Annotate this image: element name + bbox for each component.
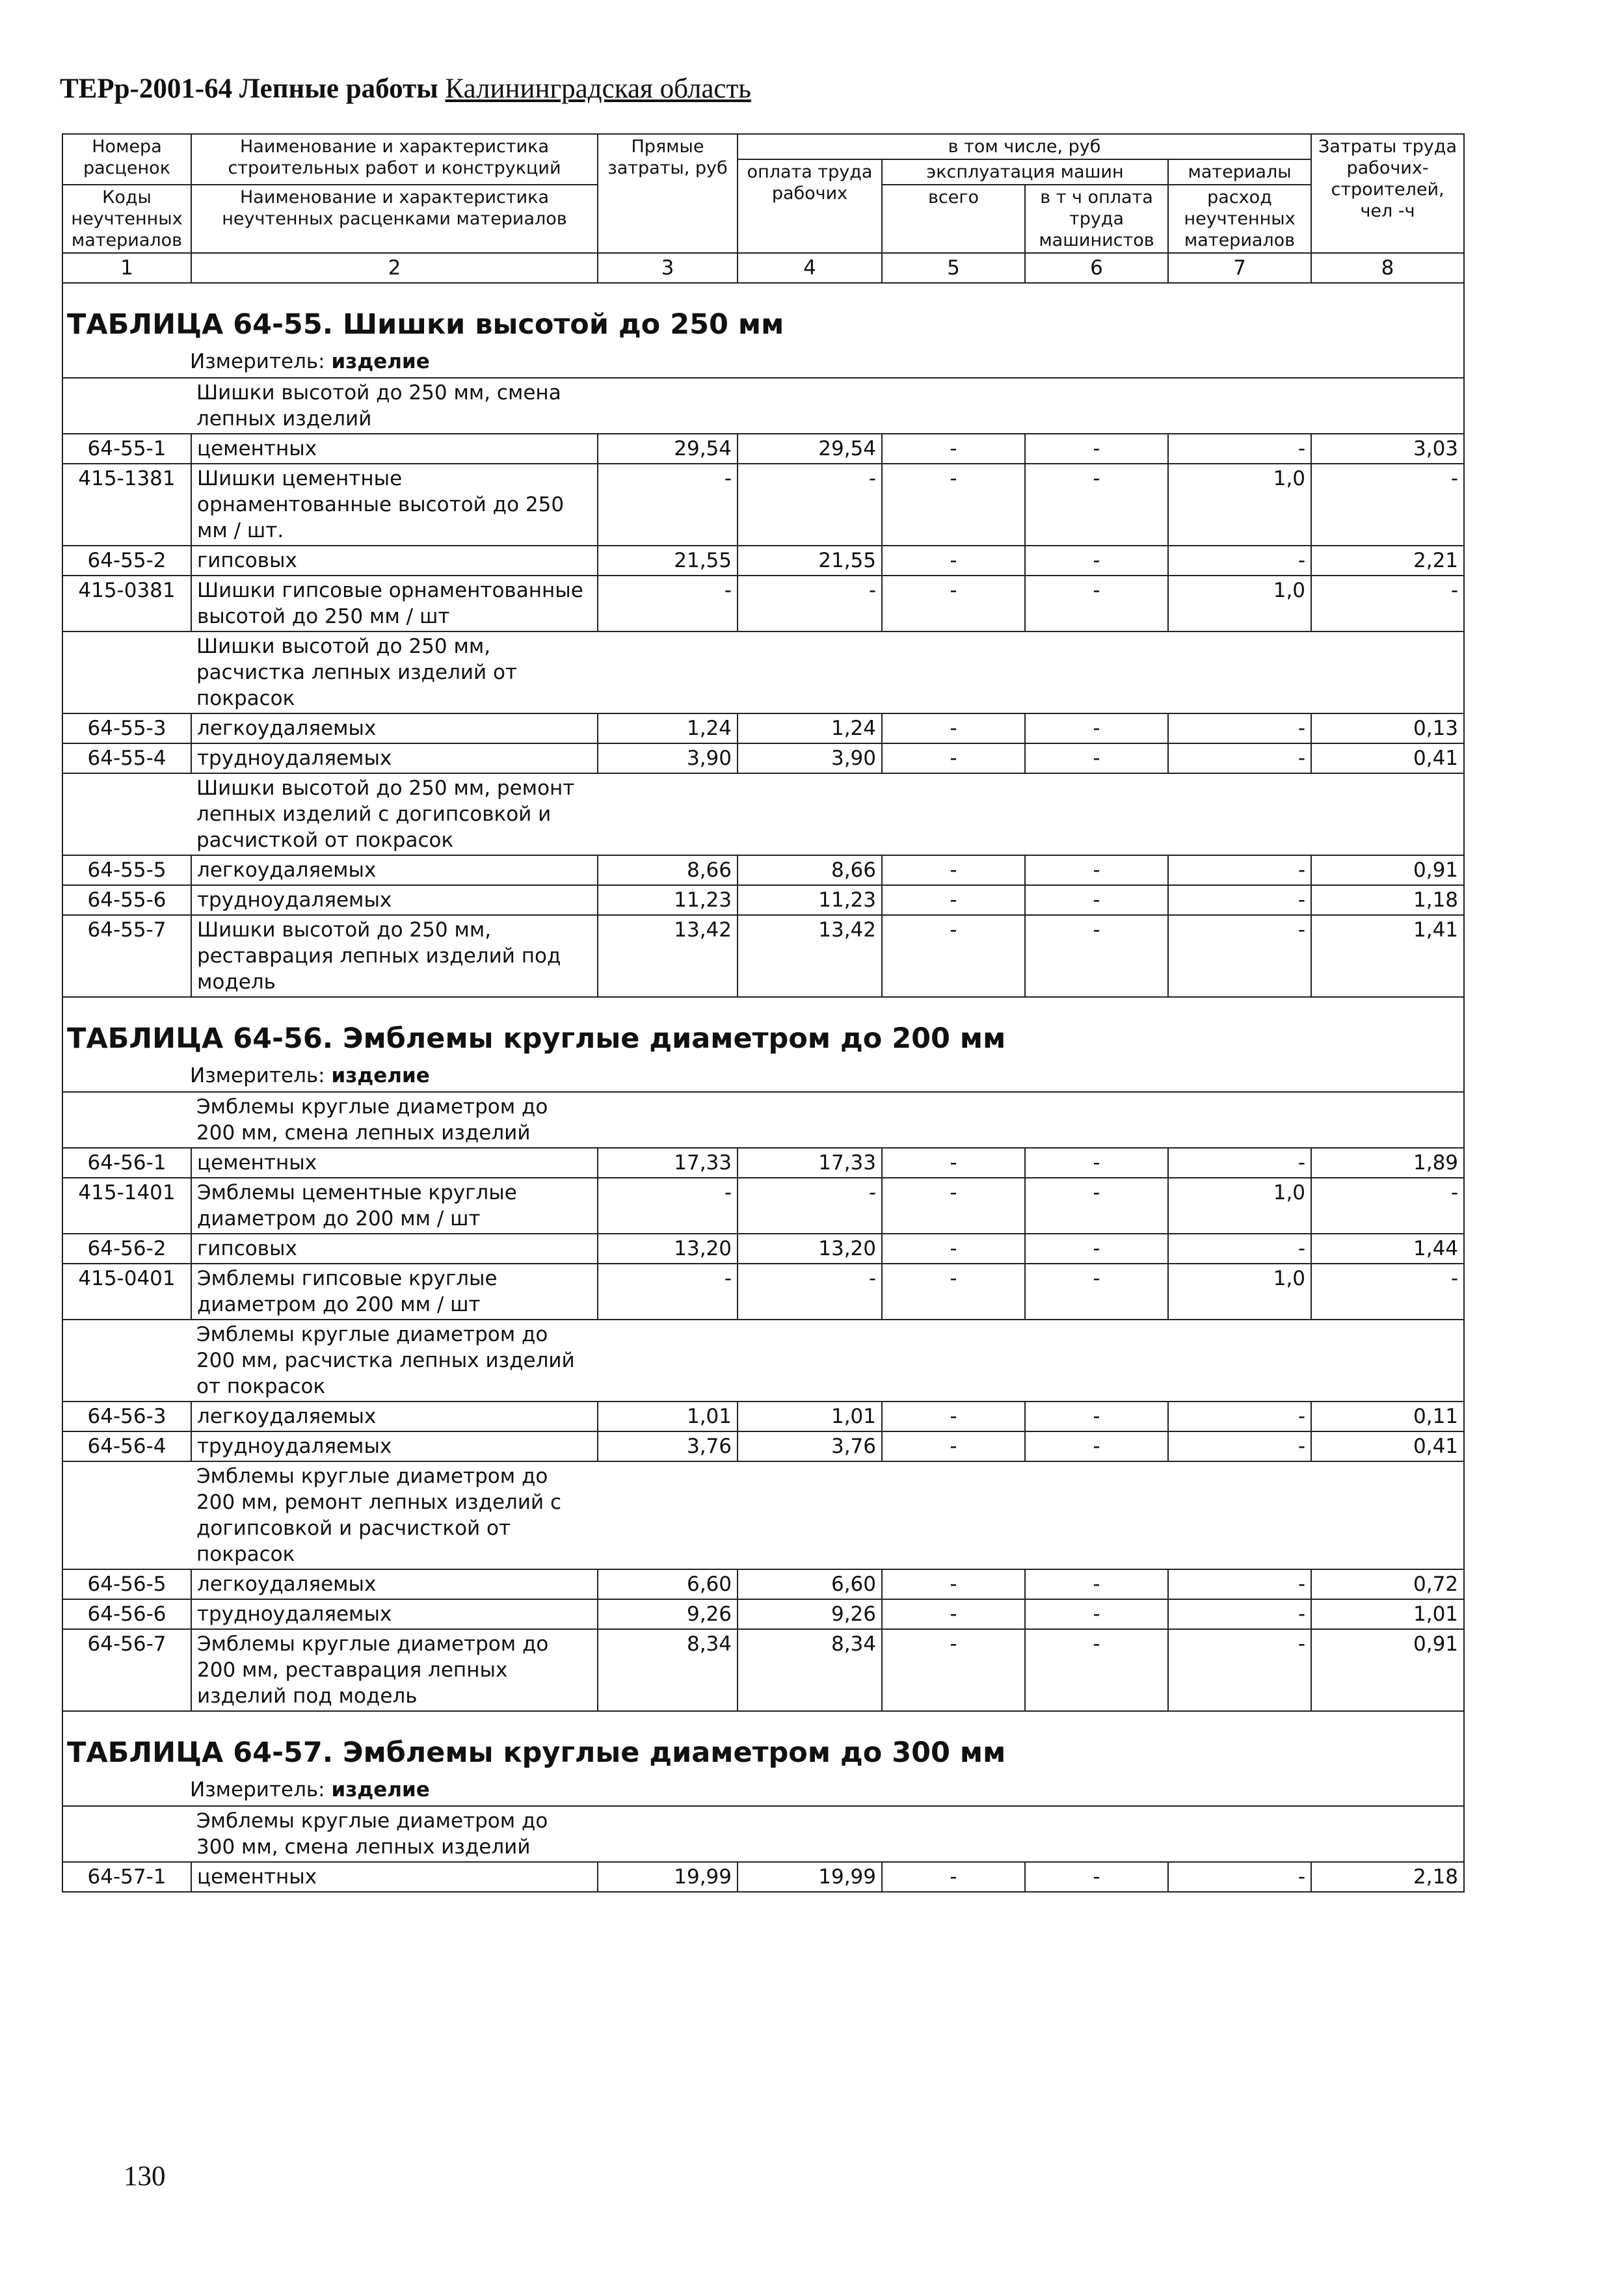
table-title: ТАБЛИЦА 64-55. Шишки высотой до 250 мм xyxy=(62,283,1464,345)
table-row xyxy=(62,1178,1464,1234)
row-value: - xyxy=(1025,434,1168,464)
group-heading: Шишки высотой до 250 мм, смена лепных изделий xyxy=(191,378,598,434)
row-value: - xyxy=(738,576,882,631)
header-wages: оплата труда рабочих xyxy=(738,159,882,253)
row-value: 13,42 xyxy=(598,915,738,997)
row-code: 64-55-3 xyxy=(62,713,191,743)
row-value: 0,91 xyxy=(1311,1629,1464,1711)
table-row xyxy=(62,855,1464,885)
row-value: 9,26 xyxy=(738,1599,882,1629)
row-value: - xyxy=(598,464,738,546)
unit-row xyxy=(62,1059,1464,1092)
header-machines-wages: в т ч оплата труда машинистов xyxy=(1025,185,1168,253)
row-value: - xyxy=(1168,1862,1311,1892)
group-heading-row xyxy=(62,1461,1464,1569)
group-code-empty xyxy=(62,1461,191,1569)
row-value: 0,11 xyxy=(1311,1402,1464,1431)
row-name: гипсовых xyxy=(191,546,598,576)
row-value: 2,21 xyxy=(1311,546,1464,576)
group-heading: Эмблемы круглые диаметром до 300 мм, смена лепных изделий xyxy=(191,1806,598,1862)
group-fill xyxy=(598,1461,1464,1569)
table-row xyxy=(62,1264,1464,1320)
row-value: 3,90 xyxy=(738,743,882,773)
header-direct-costs: Прямые затраты, руб xyxy=(598,134,738,253)
row-value: - xyxy=(1168,1629,1311,1711)
row-value: 3,90 xyxy=(598,743,738,773)
row-value: - xyxy=(1168,546,1311,576)
group-fill xyxy=(598,1806,1464,1862)
row-value: - xyxy=(1311,1264,1464,1320)
row-code: 64-55-5 xyxy=(62,855,191,885)
group-fill xyxy=(598,631,1464,713)
group-heading-row xyxy=(62,631,1464,713)
row-name: Эмблемы гипсовые круглые диаметром до 200 мм / шт xyxy=(191,1264,598,1320)
table-row xyxy=(62,1599,1464,1629)
column-numbers-row xyxy=(62,253,1464,283)
row-value: - xyxy=(882,1431,1025,1461)
column-number: 8 xyxy=(1311,253,1464,283)
group-heading: Шишки высотой до 250 мм, ремонт лепных изделий с догипсовкой и расчисткой от покрасок xyxy=(191,773,598,855)
row-code: 64-56-7 xyxy=(62,1629,191,1711)
row-value: 1,0 xyxy=(1168,576,1311,631)
group-heading-row xyxy=(62,378,1464,434)
unit-value: изделие xyxy=(331,350,430,373)
row-value: 17,33 xyxy=(738,1148,882,1178)
column-number: 4 xyxy=(738,253,882,283)
row-value: 1,24 xyxy=(598,713,738,743)
group-heading-row xyxy=(62,1320,1464,1402)
unit-row xyxy=(62,1773,1464,1806)
row-value: - xyxy=(1168,743,1311,773)
row-code: 64-56-4 xyxy=(62,1431,191,1461)
row-code: 64-55-1 xyxy=(62,434,191,464)
row-value: 17,33 xyxy=(598,1148,738,1178)
row-name: трудноудаляемых xyxy=(191,1599,598,1629)
row-value: 1,0 xyxy=(1168,1178,1311,1234)
row-code: 64-57-1 xyxy=(62,1862,191,1892)
row-value: 29,54 xyxy=(738,434,882,464)
row-value: - xyxy=(1168,1569,1311,1599)
row-value: 3,76 xyxy=(738,1431,882,1461)
header-materials-sub: расход неучтенных материалов xyxy=(1168,185,1311,253)
table-row xyxy=(62,915,1464,997)
row-value: 8,66 xyxy=(598,855,738,885)
row-name: цементных xyxy=(191,1148,598,1178)
row-value: - xyxy=(882,1569,1025,1599)
group-heading-row xyxy=(62,773,1464,855)
group-heading-row xyxy=(62,1092,1464,1148)
group-fill xyxy=(598,773,1464,855)
header-machines: эксплуатация машин xyxy=(882,159,1168,185)
row-value: - xyxy=(1311,464,1464,546)
row-name: Шишки высотой до 250 мм, реставрация лепных изделий под модель xyxy=(191,915,598,997)
price-table xyxy=(62,133,1465,1893)
row-name: легкоудаляемых xyxy=(191,855,598,885)
row-value: - xyxy=(738,1178,882,1234)
row-value: 11,23 xyxy=(598,885,738,915)
row-name: Шишки цементные орнаментованные высотой до 250 мм / шт. xyxy=(191,464,598,546)
row-code: 64-56-6 xyxy=(62,1599,191,1629)
group-heading: Эмблемы круглые диаметром до 200 мм, расчистка лепных изделий от покрасок xyxy=(191,1320,598,1402)
row-value: - xyxy=(1025,546,1168,576)
row-value: 9,26 xyxy=(598,1599,738,1629)
table-row xyxy=(62,1569,1464,1599)
row-value: - xyxy=(1025,1569,1168,1599)
row-name: трудноудаляемых xyxy=(191,885,598,915)
row-value: 0,41 xyxy=(1311,1431,1464,1461)
row-value: 19,99 xyxy=(598,1862,738,1892)
row-value: - xyxy=(882,1264,1025,1320)
row-value: 29,54 xyxy=(598,434,738,464)
group-code-empty xyxy=(62,378,191,434)
row-code: 415-1401 xyxy=(62,1178,191,1234)
row-value: - xyxy=(1025,885,1168,915)
row-value: - xyxy=(1025,1862,1168,1892)
row-value: 8,66 xyxy=(738,855,882,885)
row-value: - xyxy=(1168,855,1311,885)
row-value: 0,72 xyxy=(1311,1569,1464,1599)
table-row xyxy=(62,1234,1464,1264)
row-name: гипсовых xyxy=(191,1234,598,1264)
unit-label: Измеритель: xyxy=(190,1778,325,1801)
row-code: 64-55-2 xyxy=(62,546,191,576)
row-value: - xyxy=(1311,1178,1464,1234)
row-name: цементных xyxy=(191,434,598,464)
header-codes-top: Номера расценок xyxy=(62,134,191,185)
document-title-region: Калининградская область xyxy=(445,73,751,104)
row-value: 3,76 xyxy=(598,1431,738,1461)
row-value: - xyxy=(882,1148,1025,1178)
row-name: цементных xyxy=(191,1862,598,1892)
header-names-bottom: Наименование и характеристика неучтенных расценками материалов xyxy=(191,185,598,253)
table-row xyxy=(62,464,1464,546)
row-value: 13,42 xyxy=(738,915,882,997)
column-number: 6 xyxy=(1025,253,1168,283)
row-value: - xyxy=(738,1264,882,1320)
table-title-row xyxy=(62,997,1464,1059)
row-value: 1,18 xyxy=(1311,885,1464,915)
row-value: - xyxy=(598,576,738,631)
column-number: 5 xyxy=(882,253,1025,283)
row-value: 2,18 xyxy=(1311,1862,1464,1892)
table-title: ТАБЛИЦА 64-57. Эмблемы круглые диаметром до 300 мм xyxy=(62,1711,1464,1773)
row-value: - xyxy=(1025,1599,1168,1629)
row-value: 8,34 xyxy=(598,1629,738,1711)
header-materials: материалы xyxy=(1168,159,1311,185)
group-code-empty xyxy=(62,1092,191,1148)
row-value: - xyxy=(882,546,1025,576)
row-name: легкоудаляемых xyxy=(191,713,598,743)
row-value: - xyxy=(598,1178,738,1234)
row-value: 6,60 xyxy=(598,1569,738,1599)
row-value: 0,91 xyxy=(1311,855,1464,885)
row-value: 1,89 xyxy=(1311,1148,1464,1178)
group-heading: Эмблемы круглые диаметром до 200 мм, ремонт лепных изделий с догипсовкой и расчисткой от покрасок xyxy=(191,1461,598,1569)
row-value: - xyxy=(1168,1402,1311,1431)
row-value: - xyxy=(1025,743,1168,773)
row-value: - xyxy=(1025,1234,1168,1264)
unit-label: Измеритель: xyxy=(190,350,325,373)
table-row xyxy=(62,1629,1464,1711)
row-value: - xyxy=(1025,1431,1168,1461)
row-name: легкоудаляемых xyxy=(191,1402,598,1431)
row-value: 1,01 xyxy=(1311,1599,1464,1629)
row-code: 64-55-4 xyxy=(62,743,191,773)
row-value: 8,34 xyxy=(738,1629,882,1711)
row-value: - xyxy=(1025,713,1168,743)
row-value: - xyxy=(738,464,882,546)
row-code: 415-1381 xyxy=(62,464,191,546)
row-code: 64-56-5 xyxy=(62,1569,191,1599)
row-value: - xyxy=(1025,915,1168,997)
row-name: трудноудаляемых xyxy=(191,1431,598,1461)
group-code-empty xyxy=(62,1320,191,1402)
table-title-row xyxy=(62,1711,1464,1773)
row-value: - xyxy=(1025,1402,1168,1431)
row-value: - xyxy=(1025,1629,1168,1711)
row-value: - xyxy=(882,434,1025,464)
table-title-row xyxy=(62,283,1464,345)
table-row xyxy=(62,576,1464,631)
row-value: - xyxy=(882,1178,1025,1234)
row-value: - xyxy=(1168,713,1311,743)
row-value: 0,13 xyxy=(1311,713,1464,743)
row-value: - xyxy=(1168,1431,1311,1461)
row-value: - xyxy=(882,743,1025,773)
table-row xyxy=(62,546,1464,576)
row-code: 64-55-6 xyxy=(62,885,191,915)
row-value: - xyxy=(1025,464,1168,546)
group-fill xyxy=(598,378,1464,434)
row-value: - xyxy=(882,885,1025,915)
row-value: 1,0 xyxy=(1168,464,1311,546)
row-value: - xyxy=(1168,885,1311,915)
group-heading: Шишки высотой до 250 мм, расчистка лепных изделий от покрасок xyxy=(191,631,598,713)
unit-row xyxy=(62,345,1464,378)
group-code-empty xyxy=(62,1806,191,1862)
row-value: - xyxy=(1168,434,1311,464)
row-value: - xyxy=(1311,576,1464,631)
row-value: 0,41 xyxy=(1311,743,1464,773)
row-value: 6,60 xyxy=(738,1569,882,1599)
row-value: 1,44 xyxy=(1311,1234,1464,1264)
column-number: 3 xyxy=(598,253,738,283)
row-value: 13,20 xyxy=(598,1234,738,1264)
row-code: 64-56-3 xyxy=(62,1402,191,1431)
row-name: легкоудаляемых xyxy=(191,1569,598,1599)
row-value: - xyxy=(882,915,1025,997)
row-value: - xyxy=(882,464,1025,546)
row-value: 21,55 xyxy=(738,546,882,576)
table-row xyxy=(62,434,1464,464)
document-title xyxy=(60,73,751,105)
row-value: - xyxy=(1168,1234,1311,1264)
group-code-empty xyxy=(62,631,191,713)
row-value: - xyxy=(1168,1148,1311,1178)
row-name: Шишки гипсовые орнаментованные высотой до 250 мм / шт xyxy=(191,576,598,631)
row-value: - xyxy=(1025,576,1168,631)
row-code: 415-0381 xyxy=(62,576,191,631)
row-value: 19,99 xyxy=(738,1862,882,1892)
column-number: 2 xyxy=(191,253,598,283)
row-value: 11,23 xyxy=(738,885,882,915)
header-codes-bottom: Коды неучтенных материалов xyxy=(62,185,191,253)
row-value: 21,55 xyxy=(598,546,738,576)
row-code: 64-55-7 xyxy=(62,915,191,997)
row-value: 1,01 xyxy=(738,1402,882,1431)
table-row xyxy=(62,1431,1464,1461)
table-row xyxy=(62,1862,1464,1892)
header-row-1 xyxy=(62,134,1464,159)
table-row xyxy=(62,713,1464,743)
row-value: - xyxy=(1025,1178,1168,1234)
row-value: 1,41 xyxy=(1311,915,1464,997)
header-including: в том числе, руб xyxy=(738,134,1311,159)
row-value: - xyxy=(1025,1264,1168,1320)
group-heading-row xyxy=(62,1806,1464,1862)
row-code: 415-0401 xyxy=(62,1264,191,1320)
group-fill xyxy=(598,1092,1464,1148)
unit-value: изделие xyxy=(331,1064,430,1087)
header-labor: Затраты труда рабочих-строителей, чел -ч xyxy=(1311,134,1464,253)
row-value: - xyxy=(1025,855,1168,885)
table-row xyxy=(62,1148,1464,1178)
row-value: - xyxy=(882,1402,1025,1431)
row-value: - xyxy=(598,1264,738,1320)
page-number: 130 xyxy=(124,2161,166,2192)
unit-cell xyxy=(62,1059,1464,1092)
unit-cell xyxy=(62,1773,1464,1806)
row-value: - xyxy=(882,1234,1025,1264)
row-value: 13,20 xyxy=(738,1234,882,1264)
row-value: 1,01 xyxy=(598,1402,738,1431)
unit-label: Измеритель: xyxy=(190,1064,325,1087)
column-number: 7 xyxy=(1168,253,1311,283)
row-value: - xyxy=(1168,915,1311,997)
row-value: 1,0 xyxy=(1168,1264,1311,1320)
unit-value: изделие xyxy=(331,1778,430,1801)
group-heading: Эмблемы круглые диаметром до 200 мм, смена лепных изделий xyxy=(191,1092,598,1148)
row-value: - xyxy=(882,855,1025,885)
row-value: - xyxy=(882,713,1025,743)
document-title-bold: ТЕРр-2001-64 Лепные работы xyxy=(60,73,438,104)
group-fill xyxy=(598,1320,1464,1402)
table-row xyxy=(62,743,1464,773)
row-code: 64-56-1 xyxy=(62,1148,191,1178)
row-name: Эмблемы круглые диаметром до 200 мм, реставрация лепных изделий под модель xyxy=(191,1629,598,1711)
header-machines-total: всего xyxy=(882,185,1025,253)
unit-cell xyxy=(62,345,1464,378)
row-value: - xyxy=(882,1862,1025,1892)
table-row xyxy=(62,885,1464,915)
group-code-empty xyxy=(62,773,191,855)
row-name: Эмблемы цементные круглые диаметром до 200 мм / шт xyxy=(191,1178,598,1234)
row-value: - xyxy=(882,576,1025,631)
row-value: - xyxy=(882,1629,1025,1711)
table-title: ТАБЛИЦА 64-56. Эмблемы круглые диаметром до 200 мм xyxy=(62,997,1464,1059)
row-value: - xyxy=(1168,1599,1311,1629)
column-number: 1 xyxy=(62,253,191,283)
row-value: - xyxy=(882,1599,1025,1629)
header-names-top: Наименование и характеристика строительных работ и конструкций xyxy=(191,134,598,185)
row-value: 1,24 xyxy=(738,713,882,743)
table-row xyxy=(62,1402,1464,1431)
row-value: - xyxy=(1025,1148,1168,1178)
row-code: 64-56-2 xyxy=(62,1234,191,1264)
row-name: трудноудаляемых xyxy=(191,743,598,773)
row-value: 3,03 xyxy=(1311,434,1464,464)
